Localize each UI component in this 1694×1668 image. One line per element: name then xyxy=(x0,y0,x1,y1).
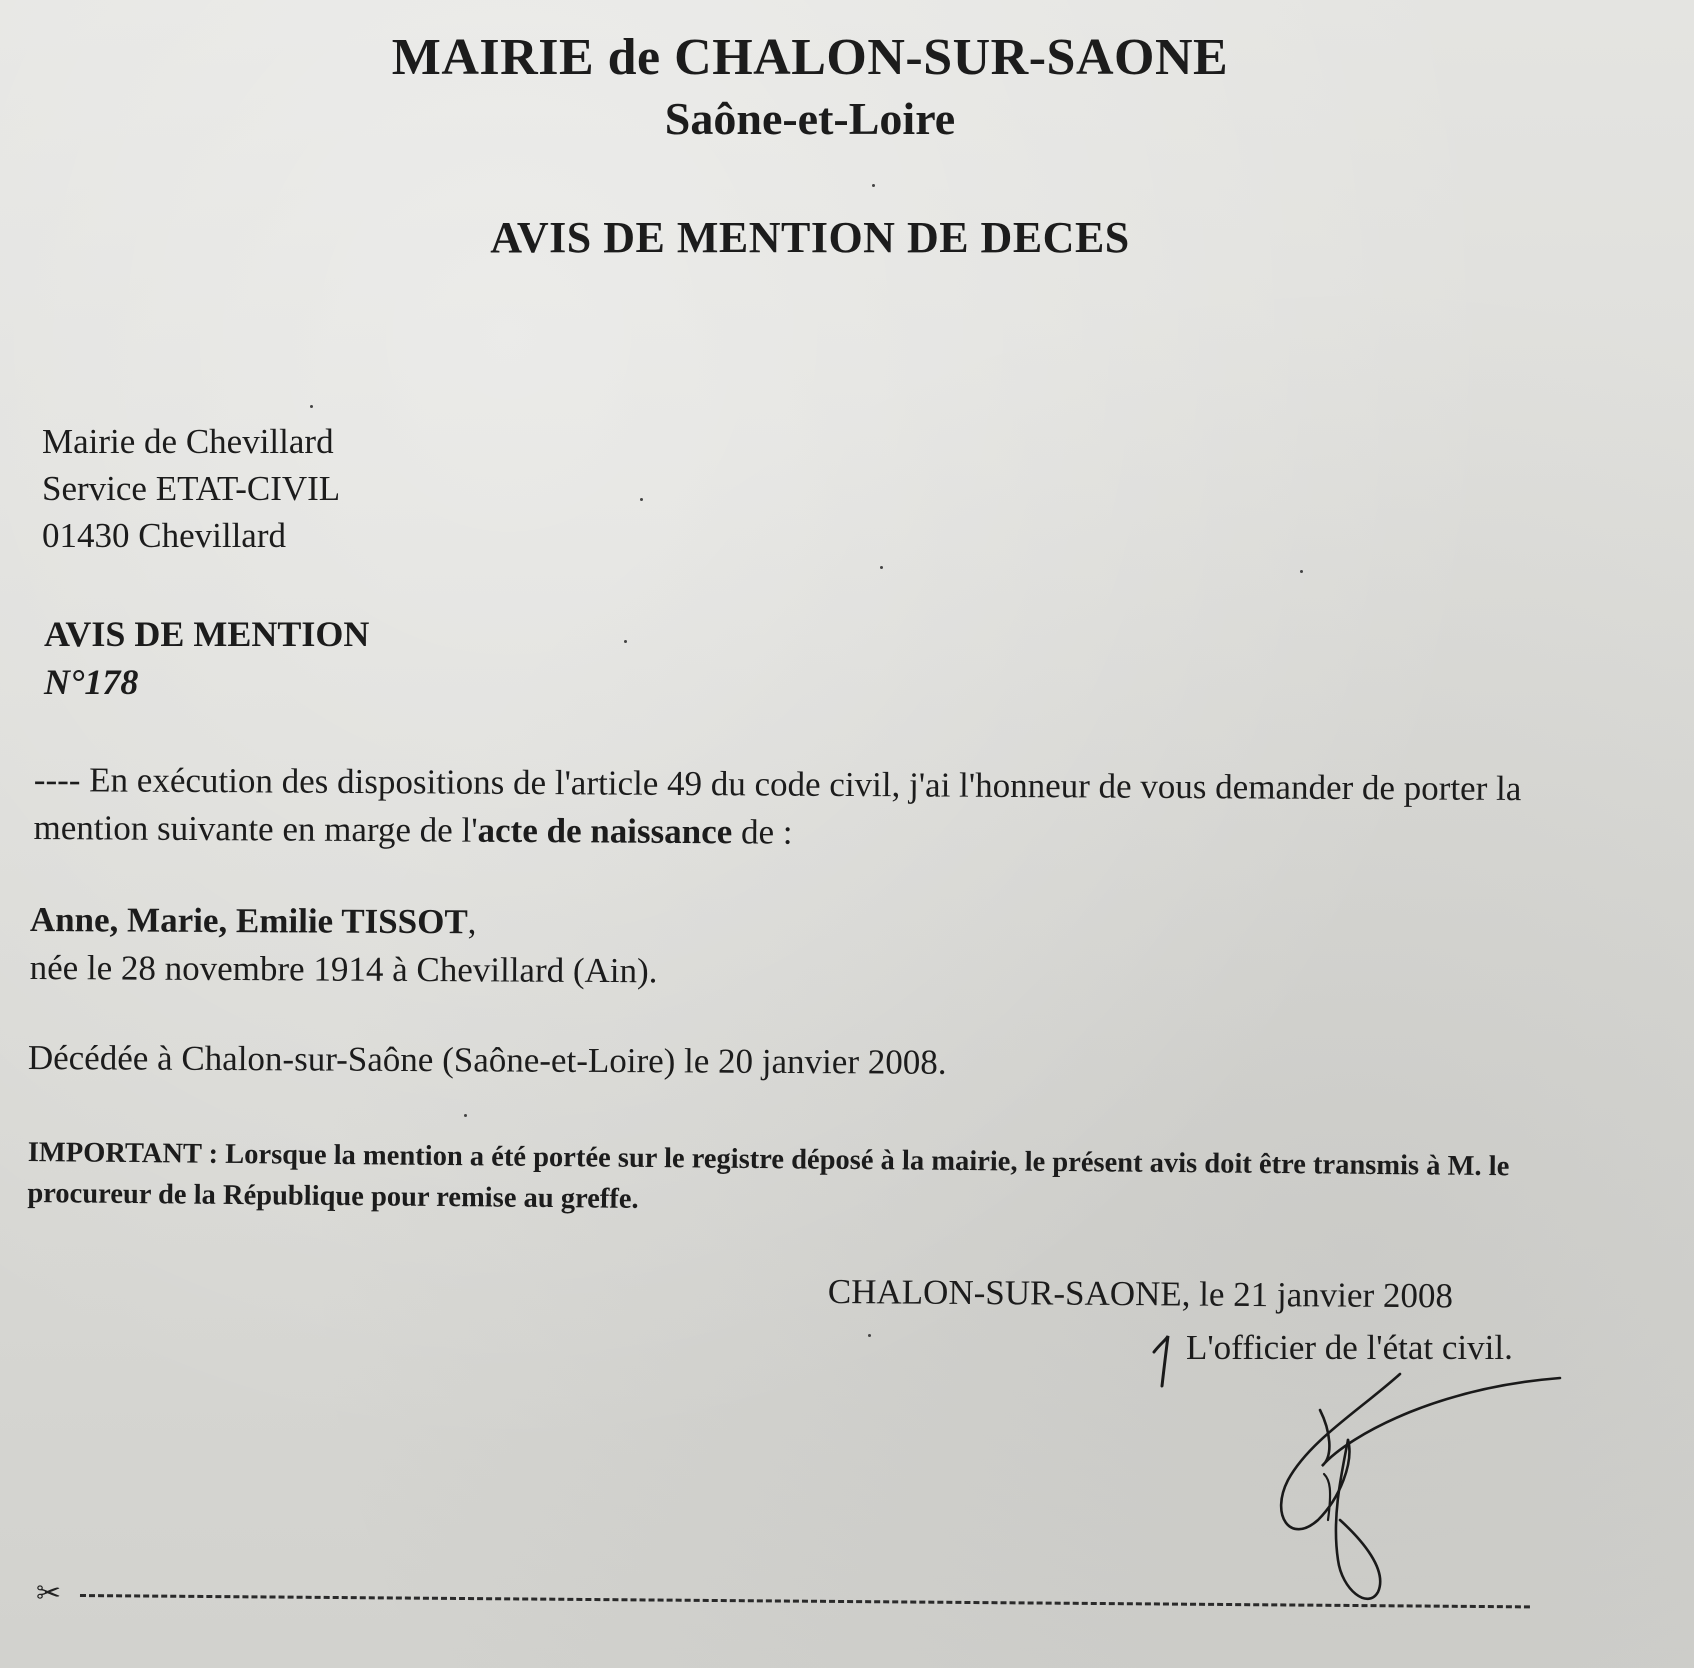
paper-speck xyxy=(872,184,875,187)
paper-speck xyxy=(310,405,313,408)
document-heading: AVIS DE MENTION DE DECES xyxy=(490,213,1130,262)
death-statement: Décédée à Chalon-sur-Saône (Saône-et-Loire) le 20 janvier 2008. xyxy=(27,1038,947,1082)
mention-label: AVIS DE MENTION xyxy=(44,614,370,654)
paper-speck xyxy=(464,1114,467,1117)
important-label: IMPORTANT : xyxy=(27,1136,219,1170)
cut-here-line xyxy=(36,1574,1536,1614)
mention-number: N°178 xyxy=(44,662,139,702)
important-text: Lorsque la mention a été portée sur le registre déposé à la mairie, le présent avis doit être transmis à M. le procureur de la République pour remise au greffe. xyxy=(27,1138,1510,1215)
request-after: de : xyxy=(732,812,793,852)
recipient-line-3: 01430 Chevillard xyxy=(42,516,286,555)
recipient-line-1: Mairie de Chevillard xyxy=(42,422,334,461)
person-block xyxy=(29,896,657,995)
paper-speck xyxy=(624,640,627,643)
recipient-address xyxy=(42,418,340,559)
pen-tick-mark xyxy=(1150,1324,1180,1394)
request-intro: ---- En exécution des dispositions de l'article 49 du code civil, j'ai l'honneur de vous demander de porter la mention suivante en marge de l' xyxy=(33,759,1522,850)
important-notice xyxy=(27,1132,1628,1229)
officer-title: L'officier de l'état civil. xyxy=(1186,1328,1513,1367)
person-name: Anne, Marie, Emilie TISSOT xyxy=(29,899,468,942)
recipient-line-2: Service ETAT-CIVIL xyxy=(42,469,341,508)
mention-block xyxy=(44,610,369,706)
paper-speck xyxy=(880,566,883,569)
paper-speck xyxy=(640,498,643,501)
place-date: CHALON-SUR-SAONE, le 21 janvier 2008 xyxy=(827,1272,1454,1316)
mairie-title: MAIRIE de CHALON-SUR-SAONE xyxy=(391,29,1229,86)
department-subtitle: Saône-et-Loire xyxy=(664,93,956,144)
request-emphasis: acte de naissance xyxy=(477,810,733,852)
request-paragraph xyxy=(33,756,1614,862)
dashed-line xyxy=(80,1594,1530,1608)
paper-speck xyxy=(1300,570,1303,573)
paper-speck xyxy=(868,1334,871,1337)
scissors-icon: ✂ xyxy=(36,1576,62,1611)
person-name-suffix: , xyxy=(467,902,477,942)
person-birth: née le 28 novembre 1914 à Chevillard (Ain). xyxy=(29,947,658,991)
